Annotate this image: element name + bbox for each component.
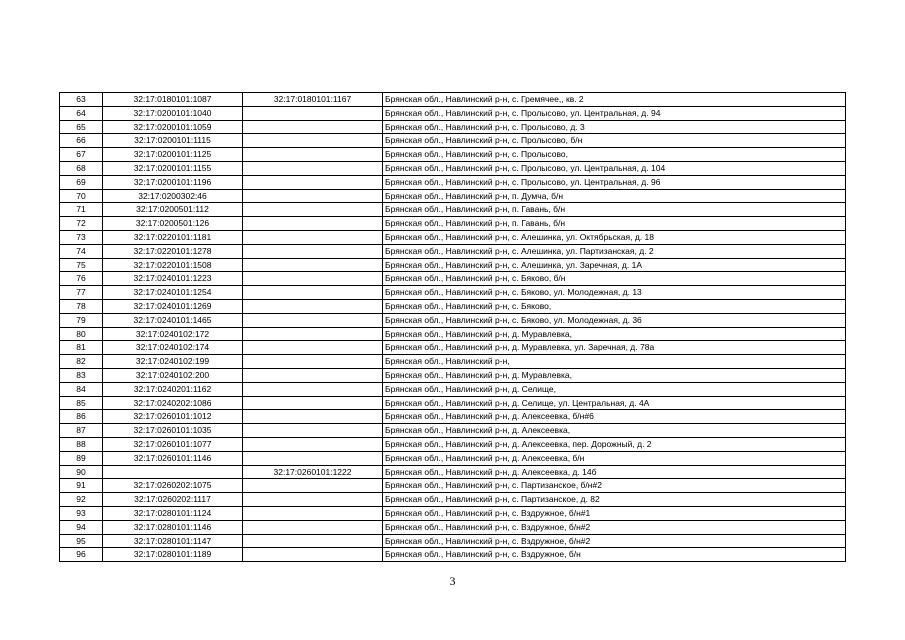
parent-cadastral-number-cell: 32:17:0260101:1222	[243, 465, 383, 479]
address-cell: Брянская обл., Навлинский р-н, д. Алексеевка,	[383, 424, 846, 438]
address-cell: Брянская обл., Навлинский р-н, с. Пролысово, б/н	[383, 134, 846, 148]
address-cell: Брянская обл., Навлинский р-н, д. Алексеевка, б/н	[383, 451, 846, 465]
parent-cadastral-number-cell	[243, 134, 383, 148]
cadastral-number-cell: 32:17:0240102:172	[103, 327, 243, 341]
cadastral-number-cell: 32:17:0200302:46	[103, 189, 243, 203]
address-cell: Брянская обл., Навлинский р-н, с. Пролысово, ул. Центральная, д. 94	[383, 106, 846, 120]
table-row	[60, 368, 846, 382]
address-cell: Брянская обл., Навлинский р-н, д. Муравлевка,	[383, 327, 846, 341]
parent-cadastral-number-cell	[243, 327, 383, 341]
address-cell: Брянская обл., Навлинский р-н, д. Муравлевка, ул. Заречная, д. 78а	[383, 341, 846, 355]
table-row	[60, 230, 846, 244]
address-cell: Брянская обл., Навлинский р-н, д. Селище,	[383, 382, 846, 396]
parent-cadastral-number-cell	[243, 368, 383, 382]
table-row	[60, 382, 846, 396]
row-number-cell: 92	[60, 493, 103, 507]
parent-cadastral-number-cell: 32:17:0180101:1167	[243, 93, 383, 107]
cadastral-number-cell: 32:17:0240101:1223	[103, 272, 243, 286]
cadastral-number-cell: 32:17:0280101:1147	[103, 534, 243, 548]
parent-cadastral-number-cell	[243, 520, 383, 534]
address-cell: Брянская обл., Навлинский р-н, п. Гавань, б/н	[383, 203, 846, 217]
cadastral-number-cell: 32:17:0220101:1278	[103, 244, 243, 258]
address-cell: Брянская обл., Навлинский р-н, п. Думча, б/н	[383, 189, 846, 203]
parent-cadastral-number-cell	[243, 258, 383, 272]
address-cell: Брянская обл., Навлинский р-н, с. Алешинка, ул. Октябрьская, д. 18	[383, 230, 846, 244]
row-number-cell: 68	[60, 161, 103, 175]
cadastral-number-cell: 32:17:0240101:1254	[103, 286, 243, 300]
address-cell: Брянская обл., Навлинский р-н, д. Муравлевка,	[383, 368, 846, 382]
row-number-cell: 67	[60, 148, 103, 162]
parent-cadastral-number-cell	[243, 451, 383, 465]
parent-cadastral-number-cell	[243, 120, 383, 134]
row-number-cell: 74	[60, 244, 103, 258]
parent-cadastral-number-cell	[243, 548, 383, 562]
row-number-cell: 75	[60, 258, 103, 272]
table-row	[60, 424, 846, 438]
table-row	[60, 396, 846, 410]
row-number-cell: 96	[60, 548, 103, 562]
table-row	[60, 506, 846, 520]
table-row	[60, 134, 846, 148]
row-number-cell: 72	[60, 217, 103, 231]
address-cell: Брянская обл., Навлинский р-н, с. Гремячее,, кв. 2	[383, 93, 846, 107]
row-number-cell: 86	[60, 410, 103, 424]
row-number-cell: 69	[60, 175, 103, 189]
row-number-cell: 78	[60, 299, 103, 313]
parent-cadastral-number-cell	[243, 106, 383, 120]
table-row	[60, 258, 846, 272]
table-row	[60, 189, 846, 203]
cadastral-number-cell: 32:17:0240101:1269	[103, 299, 243, 313]
address-cell: Брянская обл., Навлинский р-н, д. Алексеевка, пер. Дорожный, д. 2	[383, 437, 846, 451]
cadastral-number-cell: 32:17:0180101:1087	[103, 93, 243, 107]
table-row	[60, 203, 846, 217]
cadastral-number-cell: 32:17:0260101:1146	[103, 451, 243, 465]
address-cell: Брянская обл., Навлинский р-н, д. Алексеевка, д. 14б	[383, 465, 846, 479]
table-row	[60, 465, 846, 479]
table-row	[60, 313, 846, 327]
parent-cadastral-number-cell	[243, 534, 383, 548]
row-number-cell: 93	[60, 506, 103, 520]
table-row	[60, 148, 846, 162]
address-cell: Брянская обл., Навлинский р-н, с. Бяково, ул. Молодежная, д. 13	[383, 286, 846, 300]
table-row	[60, 299, 846, 313]
address-cell: Брянская обл., Навлинский р-н, с. Бяково, б/н	[383, 272, 846, 286]
parent-cadastral-number-cell	[243, 479, 383, 493]
parent-cadastral-number-cell	[243, 272, 383, 286]
table-row	[60, 410, 846, 424]
row-number-cell: 79	[60, 313, 103, 327]
address-cell: Брянская обл., Навлинский р-н, с. Алешинка, ул. Партизанская, д. 2	[383, 244, 846, 258]
table-row	[60, 272, 846, 286]
table-row	[60, 355, 846, 369]
address-cell: Брянская обл., Навлинский р-н, с. Вздружное, б/н#2	[383, 520, 846, 534]
cadastral-number-cell: 32:17:0260202:1075	[103, 479, 243, 493]
table-body	[60, 93, 846, 562]
table-row	[60, 479, 846, 493]
address-cell: Брянская обл., Навлинский р-н, с. Алешинка, ул. Заречная, д. 1А	[383, 258, 846, 272]
row-number-cell: 71	[60, 203, 103, 217]
cadastral-number-cell: 32:17:0200101:1040	[103, 106, 243, 120]
address-cell: Брянская обл., Навлинский р-н, с. Вздружное, б/н	[383, 548, 846, 562]
table-row	[60, 120, 846, 134]
cadastral-number-cell: 32:17:0280101:1146	[103, 520, 243, 534]
table-row	[60, 327, 846, 341]
address-cell: Брянская обл., Навлинский р-н, с. Пролысово, д. 3	[383, 120, 846, 134]
cadastral-number-cell: 32:17:0200501:112	[103, 203, 243, 217]
parent-cadastral-number-cell	[243, 286, 383, 300]
row-number-cell: 84	[60, 382, 103, 396]
cadastral-number-cell: 32:17:0240102:200	[103, 368, 243, 382]
address-cell: Брянская обл., Навлинский р-н, с. Вздружное, б/н#1	[383, 506, 846, 520]
table-row	[60, 175, 846, 189]
row-number-cell: 80	[60, 327, 103, 341]
parent-cadastral-number-cell	[243, 148, 383, 162]
cadastral-number-cell: 32:17:0200101:1155	[103, 161, 243, 175]
address-cell: Брянская обл., Навлинский р-н, с. Пролысово,	[383, 148, 846, 162]
cadastral-number-cell: 32:17:0240201:1162	[103, 382, 243, 396]
row-number-cell: 64	[60, 106, 103, 120]
row-number-cell: 73	[60, 230, 103, 244]
cadastral-number-cell: 32:17:0200101:1196	[103, 175, 243, 189]
address-cell: Брянская обл., Навлинский р-н, д. Алексеевка, б/н#6	[383, 410, 846, 424]
row-number-cell: 66	[60, 134, 103, 148]
table-row	[60, 548, 846, 562]
table-row	[60, 217, 846, 231]
cadastral-number-cell: 32:17:0200101:1115	[103, 134, 243, 148]
parent-cadastral-number-cell	[243, 437, 383, 451]
address-cell: Брянская обл., Навлинский р-н, с. Бяково,	[383, 299, 846, 313]
row-number-cell: 95	[60, 534, 103, 548]
parent-cadastral-number-cell	[243, 230, 383, 244]
row-number-cell: 83	[60, 368, 103, 382]
cadastral-number-cell: 32:17:0280101:1189	[103, 548, 243, 562]
table-row	[60, 437, 846, 451]
row-number-cell: 91	[60, 479, 103, 493]
cadastral-number-cell: 32:17:0260101:1035	[103, 424, 243, 438]
table-row	[60, 93, 846, 107]
address-cell: Брянская обл., Навлинский р-н, п. Гавань, б/н	[383, 217, 846, 231]
parent-cadastral-number-cell	[243, 299, 383, 313]
address-cell: Брянская обл., Навлинский р-н, д. Селище, ул. Центральная, д. 4А	[383, 396, 846, 410]
address-cell: Брянская обл., Навлинский р-н, с. Партизанское, б/н#2	[383, 479, 846, 493]
address-cell: Брянская обл., Навлинский р-н, с. Вздружное, б/н#2	[383, 534, 846, 548]
table-row	[60, 286, 846, 300]
table-row	[60, 493, 846, 507]
table-row	[60, 451, 846, 465]
parent-cadastral-number-cell	[243, 175, 383, 189]
cadastral-number-cell: 32:17:0260101:1012	[103, 410, 243, 424]
parent-cadastral-number-cell	[243, 424, 383, 438]
row-number-cell: 81	[60, 341, 103, 355]
address-cell: Брянская обл., Навлинский р-н, с. Партизанское, д. 82	[383, 493, 846, 507]
row-number-cell: 94	[60, 520, 103, 534]
cadastral-number-cell: 32:17:0220101:1508	[103, 258, 243, 272]
parent-cadastral-number-cell	[243, 313, 383, 327]
address-cell: Брянская обл., Навлинский р-н, с. Бяково, ул. Молодежная, д. 36	[383, 313, 846, 327]
parent-cadastral-number-cell	[243, 217, 383, 231]
cadastral-table	[59, 92, 846, 562]
parent-cadastral-number-cell	[243, 189, 383, 203]
parent-cadastral-number-cell	[243, 203, 383, 217]
row-number-cell: 77	[60, 286, 103, 300]
table-row	[60, 106, 846, 120]
parent-cadastral-number-cell	[243, 506, 383, 520]
cadastral-number-cell: 32:17:0200101:1059	[103, 120, 243, 134]
row-number-cell: 90	[60, 465, 103, 479]
address-cell: Брянская обл., Навлинский р-н, с. Пролысово, ул. Центральная, д. 96	[383, 175, 846, 189]
cadastral-number-cell: 32:17:0240202:1086	[103, 396, 243, 410]
cadastral-number-cell: 32:17:0260202:1117	[103, 493, 243, 507]
table-row	[60, 244, 846, 258]
row-number-cell: 63	[60, 93, 103, 107]
parent-cadastral-number-cell	[243, 493, 383, 507]
cadastral-number-cell: 32:17:0200501:126	[103, 217, 243, 231]
page-number: 3	[449, 574, 456, 588]
row-number-cell: 76	[60, 272, 103, 286]
parent-cadastral-number-cell	[243, 161, 383, 175]
cadastral-number-cell	[103, 465, 243, 479]
cadastral-number-cell: 32:17:0200101:1125	[103, 148, 243, 162]
parent-cadastral-number-cell	[243, 355, 383, 369]
address-cell: Брянская обл., Навлинский р-н, с. Пролысово, ул. Центральная, д. 104	[383, 161, 846, 175]
table-row	[60, 520, 846, 534]
cadastral-number-cell: 32:17:0240102:199	[103, 355, 243, 369]
row-number-cell: 87	[60, 424, 103, 438]
address-cell: Брянская обл., Навлинский р-н,	[383, 355, 846, 369]
row-number-cell: 88	[60, 437, 103, 451]
parent-cadastral-number-cell	[243, 341, 383, 355]
cadastral-number-cell: 32:17:0220101:1181	[103, 230, 243, 244]
row-number-cell: 70	[60, 189, 103, 203]
table-row	[60, 161, 846, 175]
parent-cadastral-number-cell	[243, 244, 383, 258]
table-row	[60, 341, 846, 355]
parent-cadastral-number-cell	[243, 382, 383, 396]
cadastral-number-cell: 32:17:0240101:1465	[103, 313, 243, 327]
cadastral-number-cell: 32:17:0240102:174	[103, 341, 243, 355]
row-number-cell: 85	[60, 396, 103, 410]
row-number-cell: 82	[60, 355, 103, 369]
cadastral-number-cell: 32:17:0280101:1124	[103, 506, 243, 520]
cadastral-number-cell: 32:17:0260101:1077	[103, 437, 243, 451]
table-row	[60, 534, 846, 548]
row-number-cell: 65	[60, 120, 103, 134]
parent-cadastral-number-cell	[243, 396, 383, 410]
row-number-cell: 89	[60, 451, 103, 465]
parent-cadastral-number-cell	[243, 410, 383, 424]
